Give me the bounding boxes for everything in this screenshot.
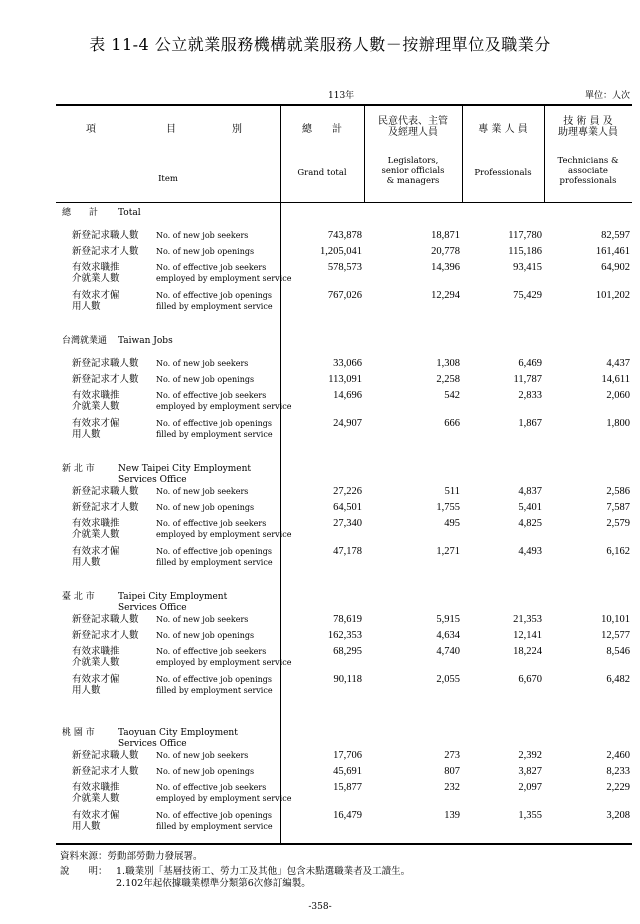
header-col-zh: 專 業 人 員: [478, 124, 528, 135]
row-label-en: No. of new job openings: [156, 375, 255, 384]
section-label-zh: 桃 園 市: [62, 728, 95, 738]
table-cell-value: 2,258: [436, 374, 460, 385]
row-label-zh: 新登記求職人數: [72, 486, 139, 497]
row-label-en: No. of effective job openings filled by employment service: [156, 675, 273, 695]
table-cell-value: 10,101: [601, 614, 630, 625]
row-label-zh: 有效求職推 介就業人數: [72, 262, 120, 284]
row-label-en: No. of effective job seekers employed by employment service: [156, 783, 292, 803]
section-label-en: New Taipei City Employment Services Office: [118, 464, 251, 485]
table-cell-value: 2,055: [436, 674, 460, 685]
header-item-zh-3: 別: [232, 124, 242, 135]
row-label-zh: 新登記求職人數: [72, 230, 139, 241]
stub-divider: [280, 104, 281, 845]
table-cell-value: 64,501: [333, 502, 362, 513]
table-cell-value: 20,778: [431, 246, 460, 257]
row-label-zh: 有效求才僱 用人數: [72, 290, 120, 312]
row-label-en: No. of new job seekers: [156, 487, 249, 496]
table-cell-value: 14,696: [333, 390, 362, 401]
table-cell-value: 4,493: [518, 546, 542, 557]
table-cell-value: 101,202: [595, 290, 630, 301]
table-cell-value: 139: [444, 810, 460, 821]
table-cell-value: 16,479: [333, 810, 362, 821]
table-cell-value: 6,670: [518, 674, 542, 685]
table-cell-value: 2,586: [606, 486, 630, 497]
table-cell-value: 8,546: [606, 646, 630, 657]
row-label-zh: 新登記求職人數: [72, 358, 139, 369]
page-number: -358-: [308, 902, 332, 912]
table-cell-value: 3,208: [606, 810, 630, 821]
table-cell-value: 2,833: [518, 390, 542, 401]
table-cell-value: 33,066: [333, 358, 362, 369]
row-label-zh: 有效求才僱 用人數: [72, 810, 120, 832]
table-cell-value: 1,355: [518, 810, 542, 821]
table-cell-value: 27,226: [333, 486, 362, 497]
table-cell-value: 18,224: [513, 646, 542, 657]
header-col-zh: 民意代表、主管 及經理人員: [378, 116, 448, 138]
row-label-zh: 有效求職推 介就業人數: [72, 782, 120, 804]
row-label-zh: 新登記求職人數: [72, 750, 139, 761]
row-label-zh: 有效求職推 介就業人數: [72, 518, 120, 540]
table-cell-value: 2,060: [606, 390, 630, 401]
section-label-zh: 臺 北 市: [62, 592, 95, 602]
table-cell-value: 7,587: [606, 502, 630, 513]
table-cell-value: 6,162: [606, 546, 630, 557]
table-cell-value: 1,867: [518, 418, 542, 429]
row-label-en: No. of effective job openings filled by employment service: [156, 811, 273, 831]
table-cell-value: 2,229: [606, 782, 630, 793]
table-cell-value: 4,634: [436, 630, 460, 641]
table-cell-value: 15,877: [333, 782, 362, 793]
table-cell-value: 2,097: [518, 782, 542, 793]
header-col-en: Grand total: [297, 168, 347, 178]
table-cell-value: 4,740: [436, 646, 460, 657]
table-cell-value: 17,706: [333, 750, 362, 761]
table-cell-value: 767,026: [327, 290, 362, 301]
row-label-en: No. of effective job seekers employed by employment service: [156, 391, 292, 411]
table-top-rule: [56, 104, 632, 106]
row-label-en: No. of new job openings: [156, 631, 255, 640]
table-cell-value: 113,091: [328, 374, 362, 385]
table-cell-value: 11,787: [513, 374, 542, 385]
table-cell-value: 578,573: [327, 262, 362, 273]
table-cell-value: 4,825: [518, 518, 542, 529]
table-cell-value: 24,907: [333, 418, 362, 429]
year-label: 113年: [328, 91, 355, 101]
table-cell-value: 511: [444, 486, 460, 497]
row-label-zh: 新登記求才人數: [72, 766, 139, 777]
table-cell-value: 68,295: [333, 646, 362, 657]
row-label-zh: 有效求職推 介就業人數: [72, 646, 120, 668]
table-cell-value: 12,577: [601, 630, 630, 641]
unit-label: 單位：人次: [584, 91, 630, 101]
row-label-en: No. of new job openings: [156, 247, 255, 256]
note-label: 說 明：: [60, 866, 108, 877]
table-cell-value: 8,233: [606, 766, 630, 777]
section-label-zh: 總 計: [62, 208, 99, 218]
section-label-en: Total: [118, 208, 141, 218]
section-label-en: Taoyuan City Employment Services Office: [118, 728, 238, 749]
table-cell-value: 161,461: [595, 246, 630, 257]
table-cell-value: 1,800: [606, 418, 630, 429]
row-label-en: No. of effective job seekers employed by employment service: [156, 647, 292, 667]
table-cell-value: 5,401: [518, 502, 542, 513]
row-label-zh: 新登記求才人數: [72, 502, 139, 513]
header-col-en: Technicians & associate professionals: [557, 156, 619, 186]
table-cell-value: 162,353: [327, 630, 362, 641]
row-label-en: No. of new job seekers: [156, 751, 249, 760]
row-label-en: No. of new job seekers: [156, 231, 249, 240]
col-divider: [462, 104, 463, 203]
table-cell-value: 6,482: [606, 674, 630, 685]
header-col-zh: 總 計: [302, 124, 342, 135]
section-label-zh: 新 北 市: [62, 464, 95, 474]
table-cell-value: 14,396: [431, 262, 460, 273]
header-item-zh-2: 目: [166, 124, 176, 135]
row-label-en: No. of new job seekers: [156, 615, 249, 624]
row-label-en: No. of effective job openings filled by employment service: [156, 291, 273, 311]
table-cell-value: 27,340: [333, 518, 362, 529]
header-item-en: Item: [158, 174, 178, 184]
header-col-en: Legislators, senior officials & managers: [381, 156, 445, 186]
table-cell-value: 5,915: [436, 614, 460, 625]
row-label-zh: 有效求職推 介就業人數: [72, 390, 120, 412]
table-cell-value: 47,178: [333, 546, 362, 557]
header-bottom-rule: [56, 202, 632, 203]
row-label-en: No. of effective job seekers employed by employment service: [156, 519, 292, 539]
row-label-zh: 新登記求才人數: [72, 374, 139, 385]
table-cell-value: 273: [444, 750, 460, 761]
table-cell-value: 4,437: [606, 358, 630, 369]
section-label-en: Taiwan Jobs: [118, 336, 173, 346]
table-cell-value: 18,871: [431, 230, 460, 241]
header-item-zh-1: 項: [86, 124, 96, 135]
table-cell-value: 12,294: [431, 290, 460, 301]
table-cell-value: 2,392: [518, 750, 542, 761]
table-cell-value: 666: [444, 418, 460, 429]
table-cell-value: 117,780: [508, 230, 542, 241]
source-note: 資料來源：勞動部勞動力發展署。: [60, 851, 203, 862]
table-cell-value: 2,579: [606, 518, 630, 529]
note-1: 1.職業別「基層技術工、勞力工及其他」包含未點選職業者及工讀生。: [116, 866, 411, 877]
table-cell-value: 75,429: [513, 290, 542, 301]
row-label-zh: 有效求才僱 用人數: [72, 546, 120, 568]
table-cell-value: 14,611: [601, 374, 630, 385]
header-col-en: Professionals: [474, 168, 532, 178]
table-cell-value: 64,902: [601, 262, 630, 273]
row-label-en: No. of effective job openings filled by employment service: [156, 547, 273, 567]
table-cell-value: 807: [444, 766, 460, 777]
row-label-zh: 有效求才僱 用人數: [72, 674, 120, 696]
row-label-zh: 有效求才僱 用人數: [72, 418, 120, 440]
row-label-zh: 新登記求才人數: [72, 630, 139, 641]
row-label-zh: 新登記求職人數: [72, 614, 139, 625]
section-label-en: Taipei City Employment Services Office: [118, 592, 228, 613]
section-label-zh: 台灣就業通: [62, 336, 108, 346]
table-bottom-rule: [56, 843, 632, 845]
row-label-en: No. of new job seekers: [156, 359, 249, 368]
table-cell-value: 82,597: [601, 230, 630, 241]
table-cell-value: 93,415: [513, 262, 542, 273]
header-col-zh: 技 術 員 及 助理專業人員: [558, 116, 618, 138]
table-cell-value: 743,878: [327, 230, 362, 241]
table-cell-value: 12,141: [513, 630, 542, 641]
table-title: 表 11-4 公立就業服務機構就業服務人數－按辦理單位及職業分: [89, 35, 551, 54]
table-cell-value: 1,271: [436, 546, 460, 557]
row-label-en: No. of effective job openings filled by employment service: [156, 419, 273, 439]
table-cell-value: 2,460: [606, 750, 630, 761]
table-cell-value: 115,186: [508, 246, 542, 257]
table-cell-value: 1,755: [436, 502, 460, 513]
row-label-en: No. of new job openings: [156, 503, 255, 512]
row-label-en: No. of new job openings: [156, 767, 255, 776]
table-cell-value: 495: [444, 518, 460, 529]
data-table: [56, 104, 632, 844]
table-cell-value: 4,837: [518, 486, 542, 497]
table-cell-value: 232: [444, 782, 460, 793]
note-2: 2.102年起依據職業標準分類第6次修訂編製。: [116, 878, 311, 889]
table-cell-value: 6,469: [518, 358, 542, 369]
table-cell-value: 3,827: [518, 766, 542, 777]
row-label-en: No. of effective job seekers employed by employment service: [156, 263, 292, 283]
table-cell-value: 542: [444, 390, 460, 401]
table-cell-value: 1,308: [436, 358, 460, 369]
table-cell-value: 1,205,041: [320, 246, 362, 257]
table-cell-value: 45,691: [333, 766, 362, 777]
table-cell-value: 21,353: [513, 614, 542, 625]
table-cell-value: 78,619: [333, 614, 362, 625]
table-cell-value: 90,118: [333, 674, 362, 685]
row-label-zh: 新登記求才人數: [72, 246, 139, 257]
